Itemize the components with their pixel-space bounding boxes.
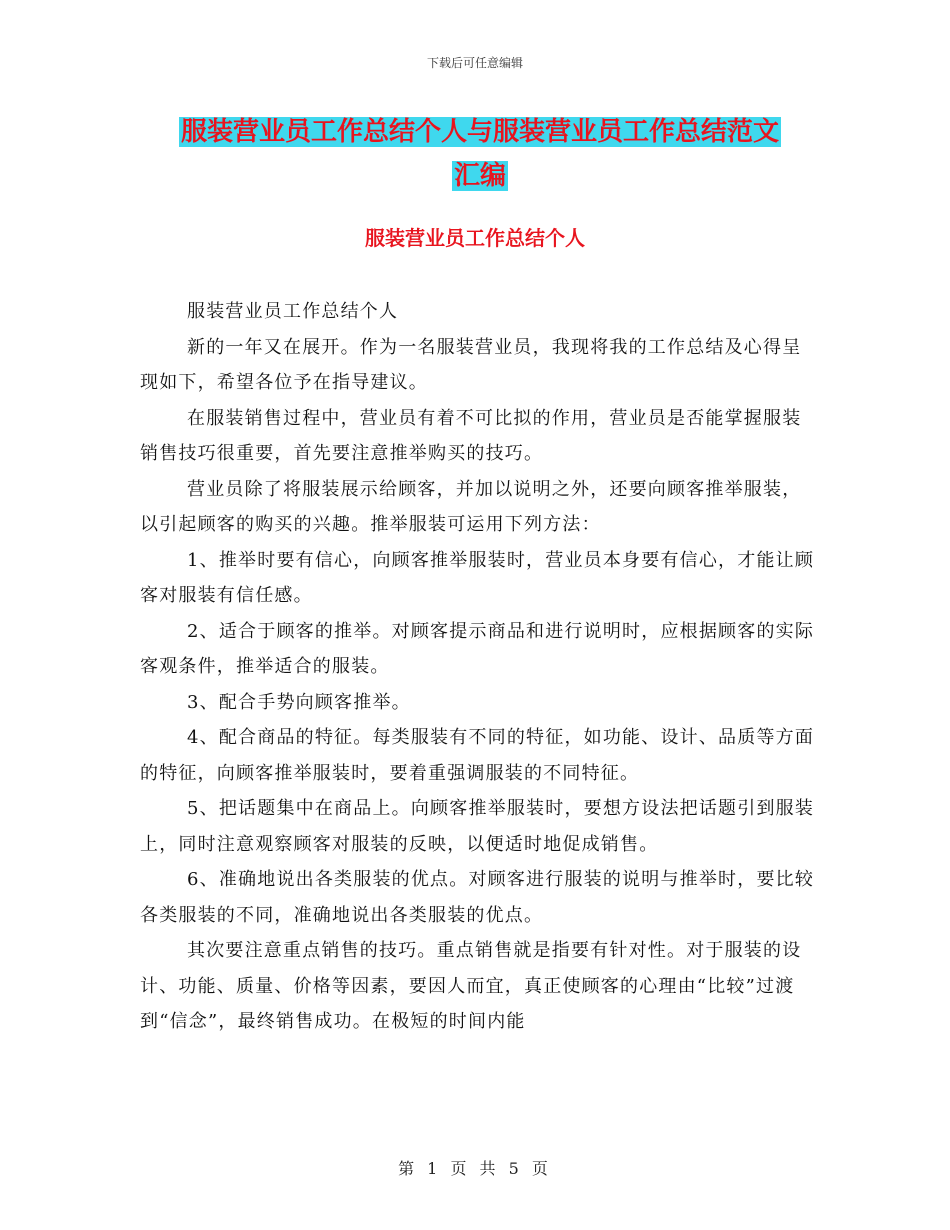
list-item: 3、配合手势向顾客推举。 <box>187 691 411 713</box>
page-header-note: 下载后可任意编辑 <box>426 56 523 70</box>
document-title <box>140 110 820 198</box>
list-item: 4、配合商品的特征。每类服装有不同的特征，如功能、设计、品质等方面的特征，向顾客推举服装时，要着重强调服装的不同特征。 <box>140 727 815 784</box>
list-item: 1、推举时要有信心，向顾客推举服装时，营业员本身要有信心，才能让顾客对服装有信任感。 <box>140 549 815 606</box>
section-heading: 服装营业员工作总结个人 <box>365 226 585 250</box>
list-item: 2、适合于顾客的推举。对顾客提示商品和进行说明时，应根据顾客的实际客观条件，推举适合的服装。 <box>140 620 815 677</box>
document-title-line-2: 汇编 <box>453 161 506 191</box>
page-number: 第 1 页 共 5 页 <box>398 1159 552 1178</box>
paragraph: 营业员除了将服装展示给顾客，并加以说明之外，还要向顾客推举服装，以引起顾客的购买的兴趣。推举服装可运用下列方法： <box>140 478 802 535</box>
document-title-line-1: 服装营业员工作总结个人与服装营业员工作总结范文 <box>180 117 779 147</box>
paragraph: 在服装销售过程中，营业员有着不可比拟的作用，营业员是否能掌握服装销售技巧很重要，首先要注意推举购买的技巧。 <box>140 407 802 464</box>
list-item: 5、把话题集中在商品上。向顾客推举服装时，要想方设法把话题引到服装上，同时注意观察顾客对服装的反映，以便适时地促成销售。 <box>140 798 815 855</box>
paragraph: 服装营业员工作总结个人 <box>187 301 399 322</box>
paragraph: 新的一年又在展开。作为一名服装营业员，我现将我的工作总结及心得呈现如下，希望各位予在指导建议。 <box>140 336 802 393</box>
list-item: 6、准确地说出各类服装的优点。对顾客进行服装的说明与推举时，要比较各类服装的不同，准确地说出各类服装的优点。 <box>140 869 815 926</box>
paragraph: 其次要注意重点销售的技巧。重点销售就是指要有针对性。对于服装的设计、功能、质量、价格等因素，要因人而宜，真正使顾客的心理由“比较”过渡到“信念”，最终销售成功。在极短的时间内能 <box>140 940 802 1032</box>
document-body <box>140 294 820 1040</box>
